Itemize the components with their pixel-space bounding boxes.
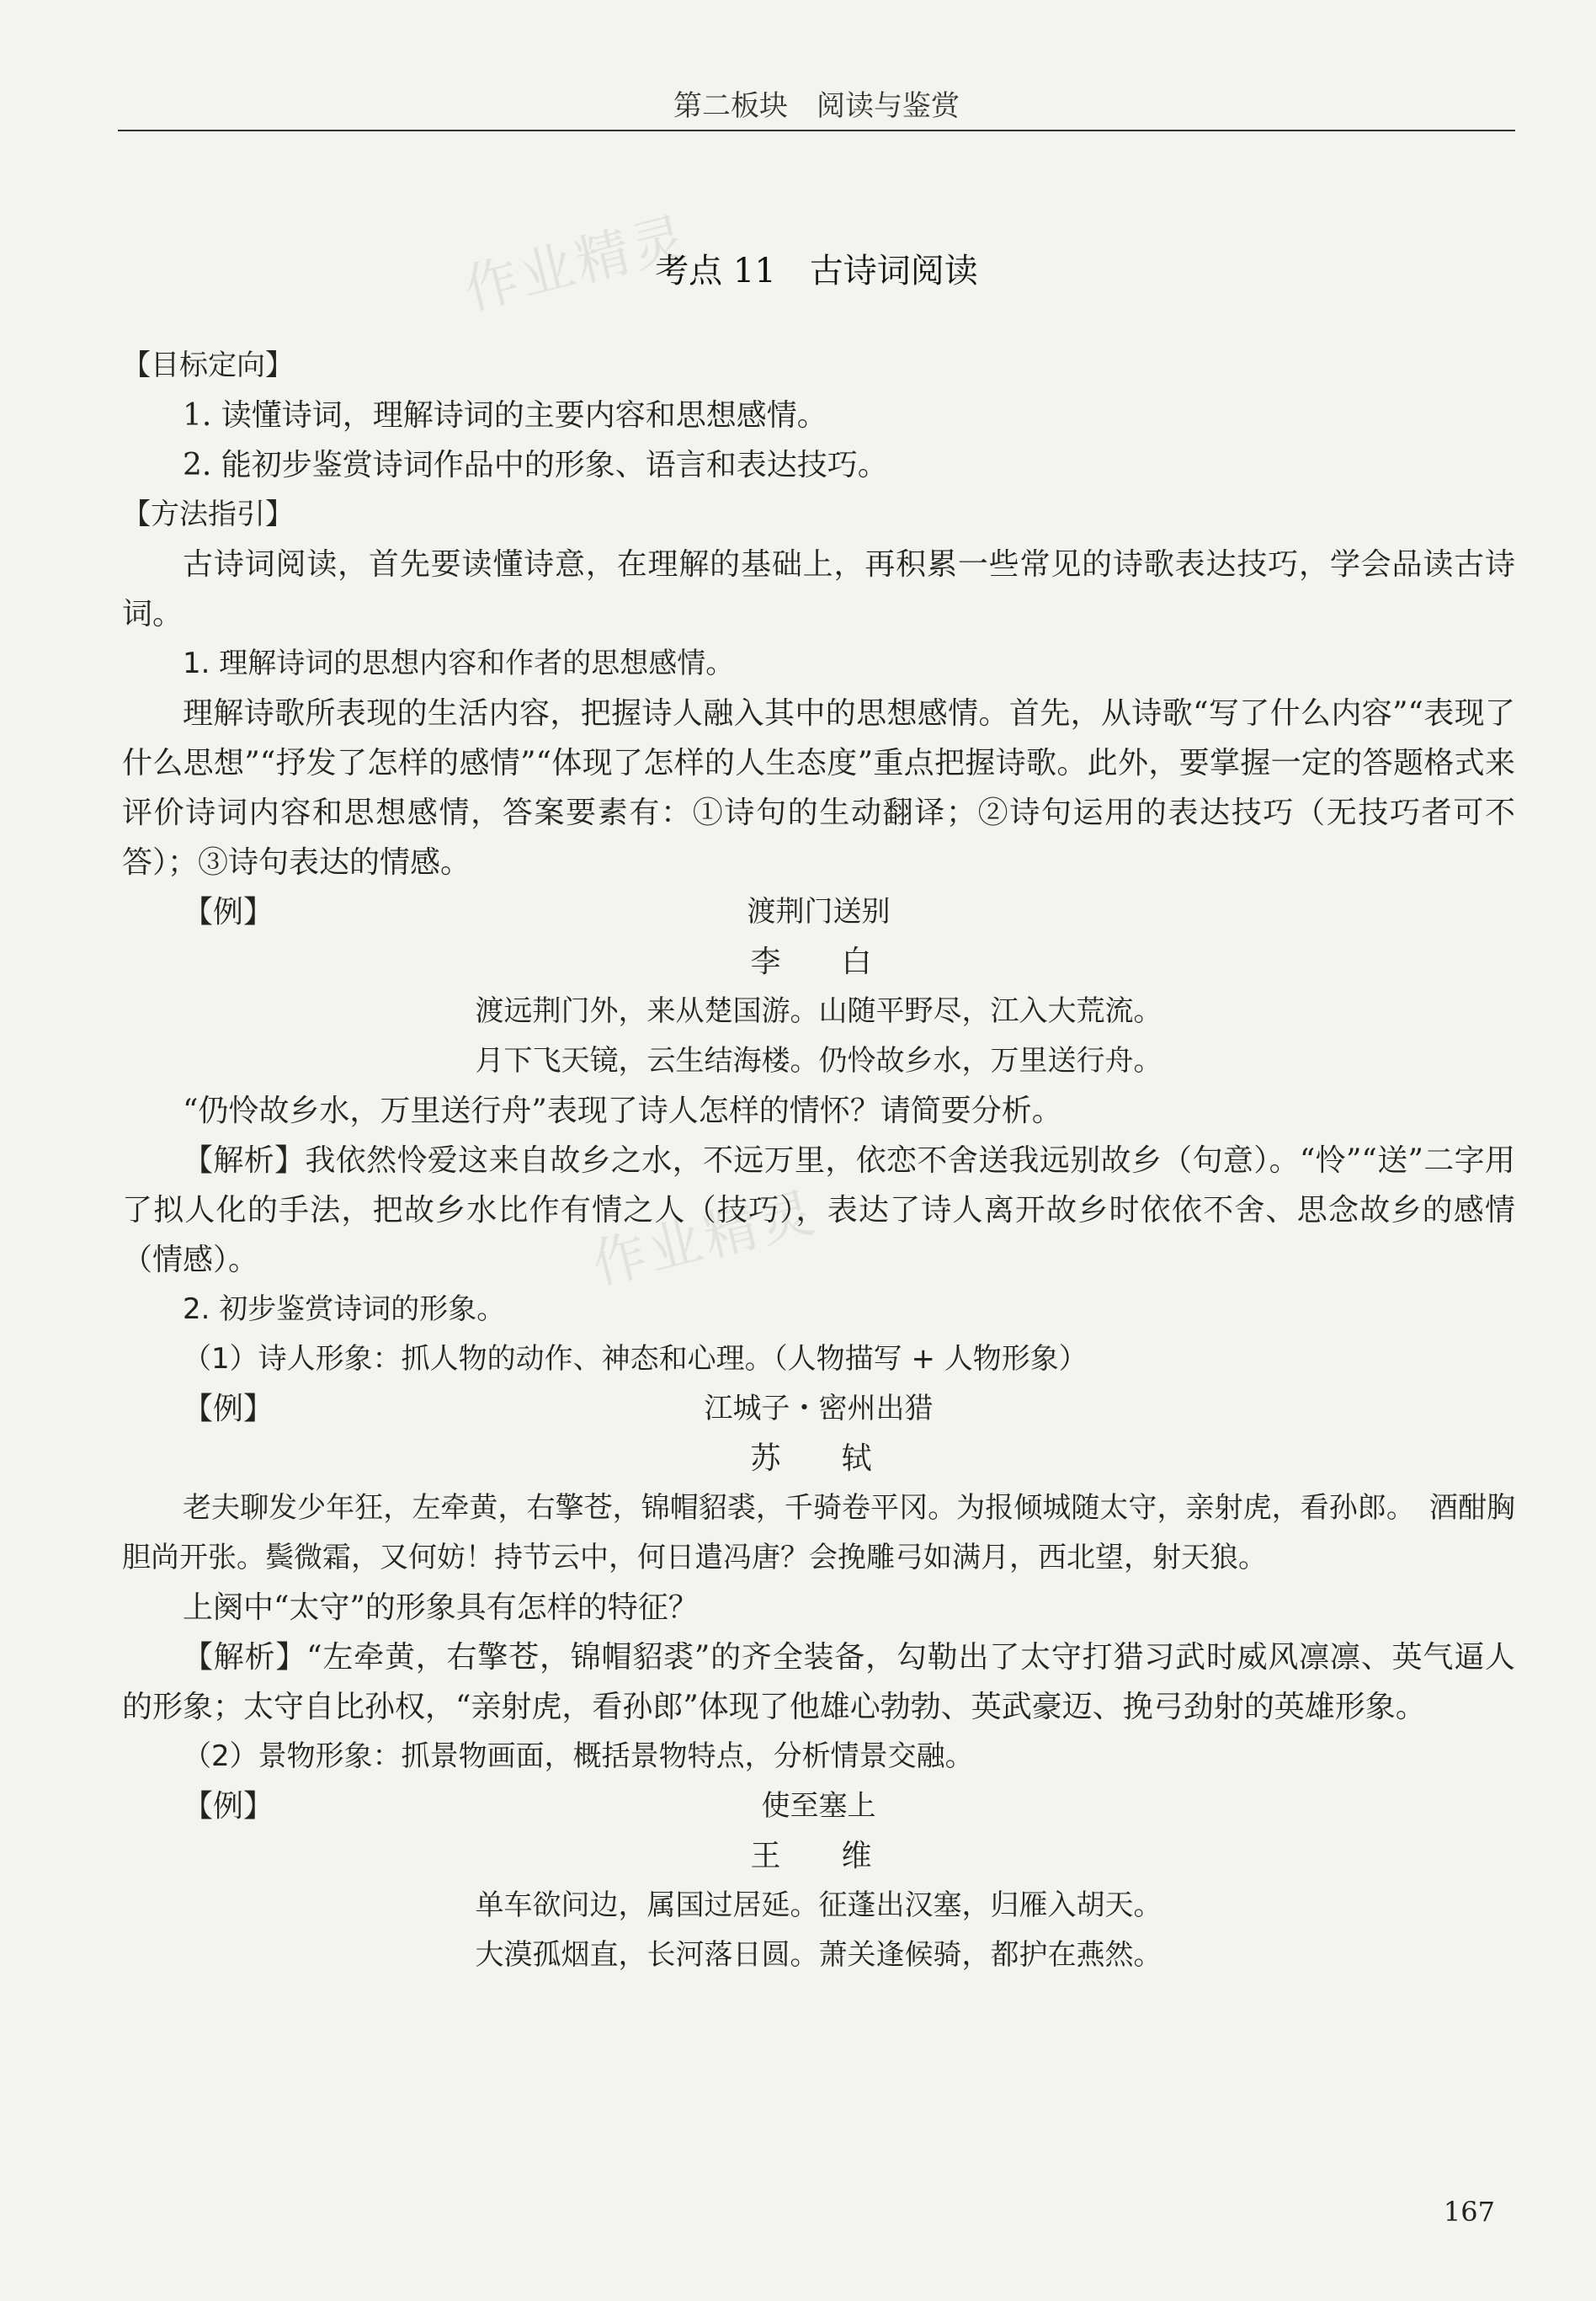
- watermark: 作业精灵: [586, 1181, 824, 1297]
- example1-analysis: 【解析】我依然怜爱这来自故乡之水，不远万里，依恋不舍送我远别故乡（句意）。“怜”“送”二字用了拟人化的手法，把故乡水比作有情之人（技巧），表达了诗人离开故乡时依依不舍、思念故乡的感情（情感）。: [122, 1143, 1515, 1277]
- point2-heading: 2. 初步鉴赏诗词的形象。: [183, 1292, 506, 1326]
- poem-title: 使至塞上: [761, 1789, 876, 1823]
- main-content: [122, 341, 1515, 1980]
- poem-author: 李 白: [750, 945, 887, 979]
- poem-line: 月下飞天镜，云生结海楼。仍怜故乡水，万里送行舟。: [475, 1044, 1162, 1078]
- point1-body: 理解诗歌所表现的生活内容，把握诗人融入其中的思想感情。首先，从诗歌“写了什么内容”“表现了什么思想”“抒发了怎样的感情”“体现了怎样的人生态度”重点把握诗歌。此外，要掌握一定的答题格式来评价诗词内容和思想感情，答案要素有：①诗句的生动翻译；②诗句运用的表达技巧（无技巧者可不答）；③诗句表达的情感。: [122, 696, 1515, 880]
- poem-text: 老夫聊发少年狂，左牵黄，右擎苍，锦帽貂裘，千骑卷平冈。为报倾城随太守，亲射虎，看孙郎。 酒酣胸胆尚开张。鬓微霜，又何妨！持节云中，何日遣冯唐？会挽雕弓如满月，西北望，射天狼。: [122, 1491, 1515, 1574]
- poem-line: 大漠孤烟直，长河落日圆。萧关逢候骑，都护在燕然。: [475, 1938, 1162, 1972]
- method-intro: 古诗词阅读，首先要读懂诗意，在理解的基础上，再积累一些常见的诗歌表达技巧，学会品读古诗词。: [122, 547, 1515, 631]
- goals-label: 【目标定向】: [122, 349, 294, 382]
- watermark: 作业精灵: [458, 206, 696, 322]
- point2-sub1: （1）诗人形象：抓人物的动作、神态和心理。（人物描写 + 人物形象）: [183, 1342, 1088, 1376]
- poem-line: 单车欲问边，属国过居延。征蓬出汉塞，归雁入胡天。: [475, 1888, 1162, 1922]
- example-tag: 【例】: [183, 1789, 274, 1824]
- header-rule: [118, 130, 1515, 131]
- example2-question: 上阕中“太守”的形象具有怎样的特征？: [183, 1590, 699, 1625]
- example3-header: [122, 1782, 1515, 1831]
- example-tag: 【例】: [183, 895, 274, 929]
- method-label: 【方法指引】: [122, 498, 294, 531]
- example1-question: “仍怜故乡水，万里送行舟”表现了诗人怎样的情怀？请简要分析。: [183, 1094, 1062, 1128]
- example2-analysis: 【解析】“左牵黄，右擎苍，锦帽貂裘”的齐全装备，勾勒出了太守打猎习武时威风凛凛、英气逼人的形象；太守自比孙权，“亲射虎，看孙郎”体现了他雄心勃勃、英武豪迈、挽弓劲射的英雄形象。: [122, 1640, 1515, 1724]
- goal-item: 2. 能初步鉴赏诗词作品中的形象、语言和表达技巧。: [183, 448, 888, 482]
- poem-title: 江城子・密州出猎: [704, 1392, 934, 1425]
- page-number: 167: [1443, 2196, 1495, 2228]
- poem-line: 渡远荆门外，来从楚国游。山随平野尽，江入大荒流。: [475, 994, 1162, 1028]
- poem-author: 王 维: [750, 1839, 887, 1873]
- running-header: 第二板块 阅读与鉴赏: [673, 89, 960, 123]
- point1-heading: 1. 理解诗词的思想内容和作者的思想感情。: [183, 647, 735, 680]
- poem-title: 渡荆门送别: [747, 895, 891, 929]
- example-tag: 【例】: [183, 1392, 274, 1426]
- poem-author: 苏 轼: [750, 1441, 887, 1476]
- goal-item: 1. 读懂诗词，理解诗词的主要内容和思想感情。: [183, 398, 827, 433]
- point2-sub2: （2）景物形象：抓景物画面，概括景物特点，分析情景交融。: [183, 1739, 974, 1773]
- example1-header: [122, 887, 1515, 937]
- example2-header: [122, 1384, 1515, 1434]
- chapter-title: 考点 11 古诗词阅读: [655, 252, 978, 290]
